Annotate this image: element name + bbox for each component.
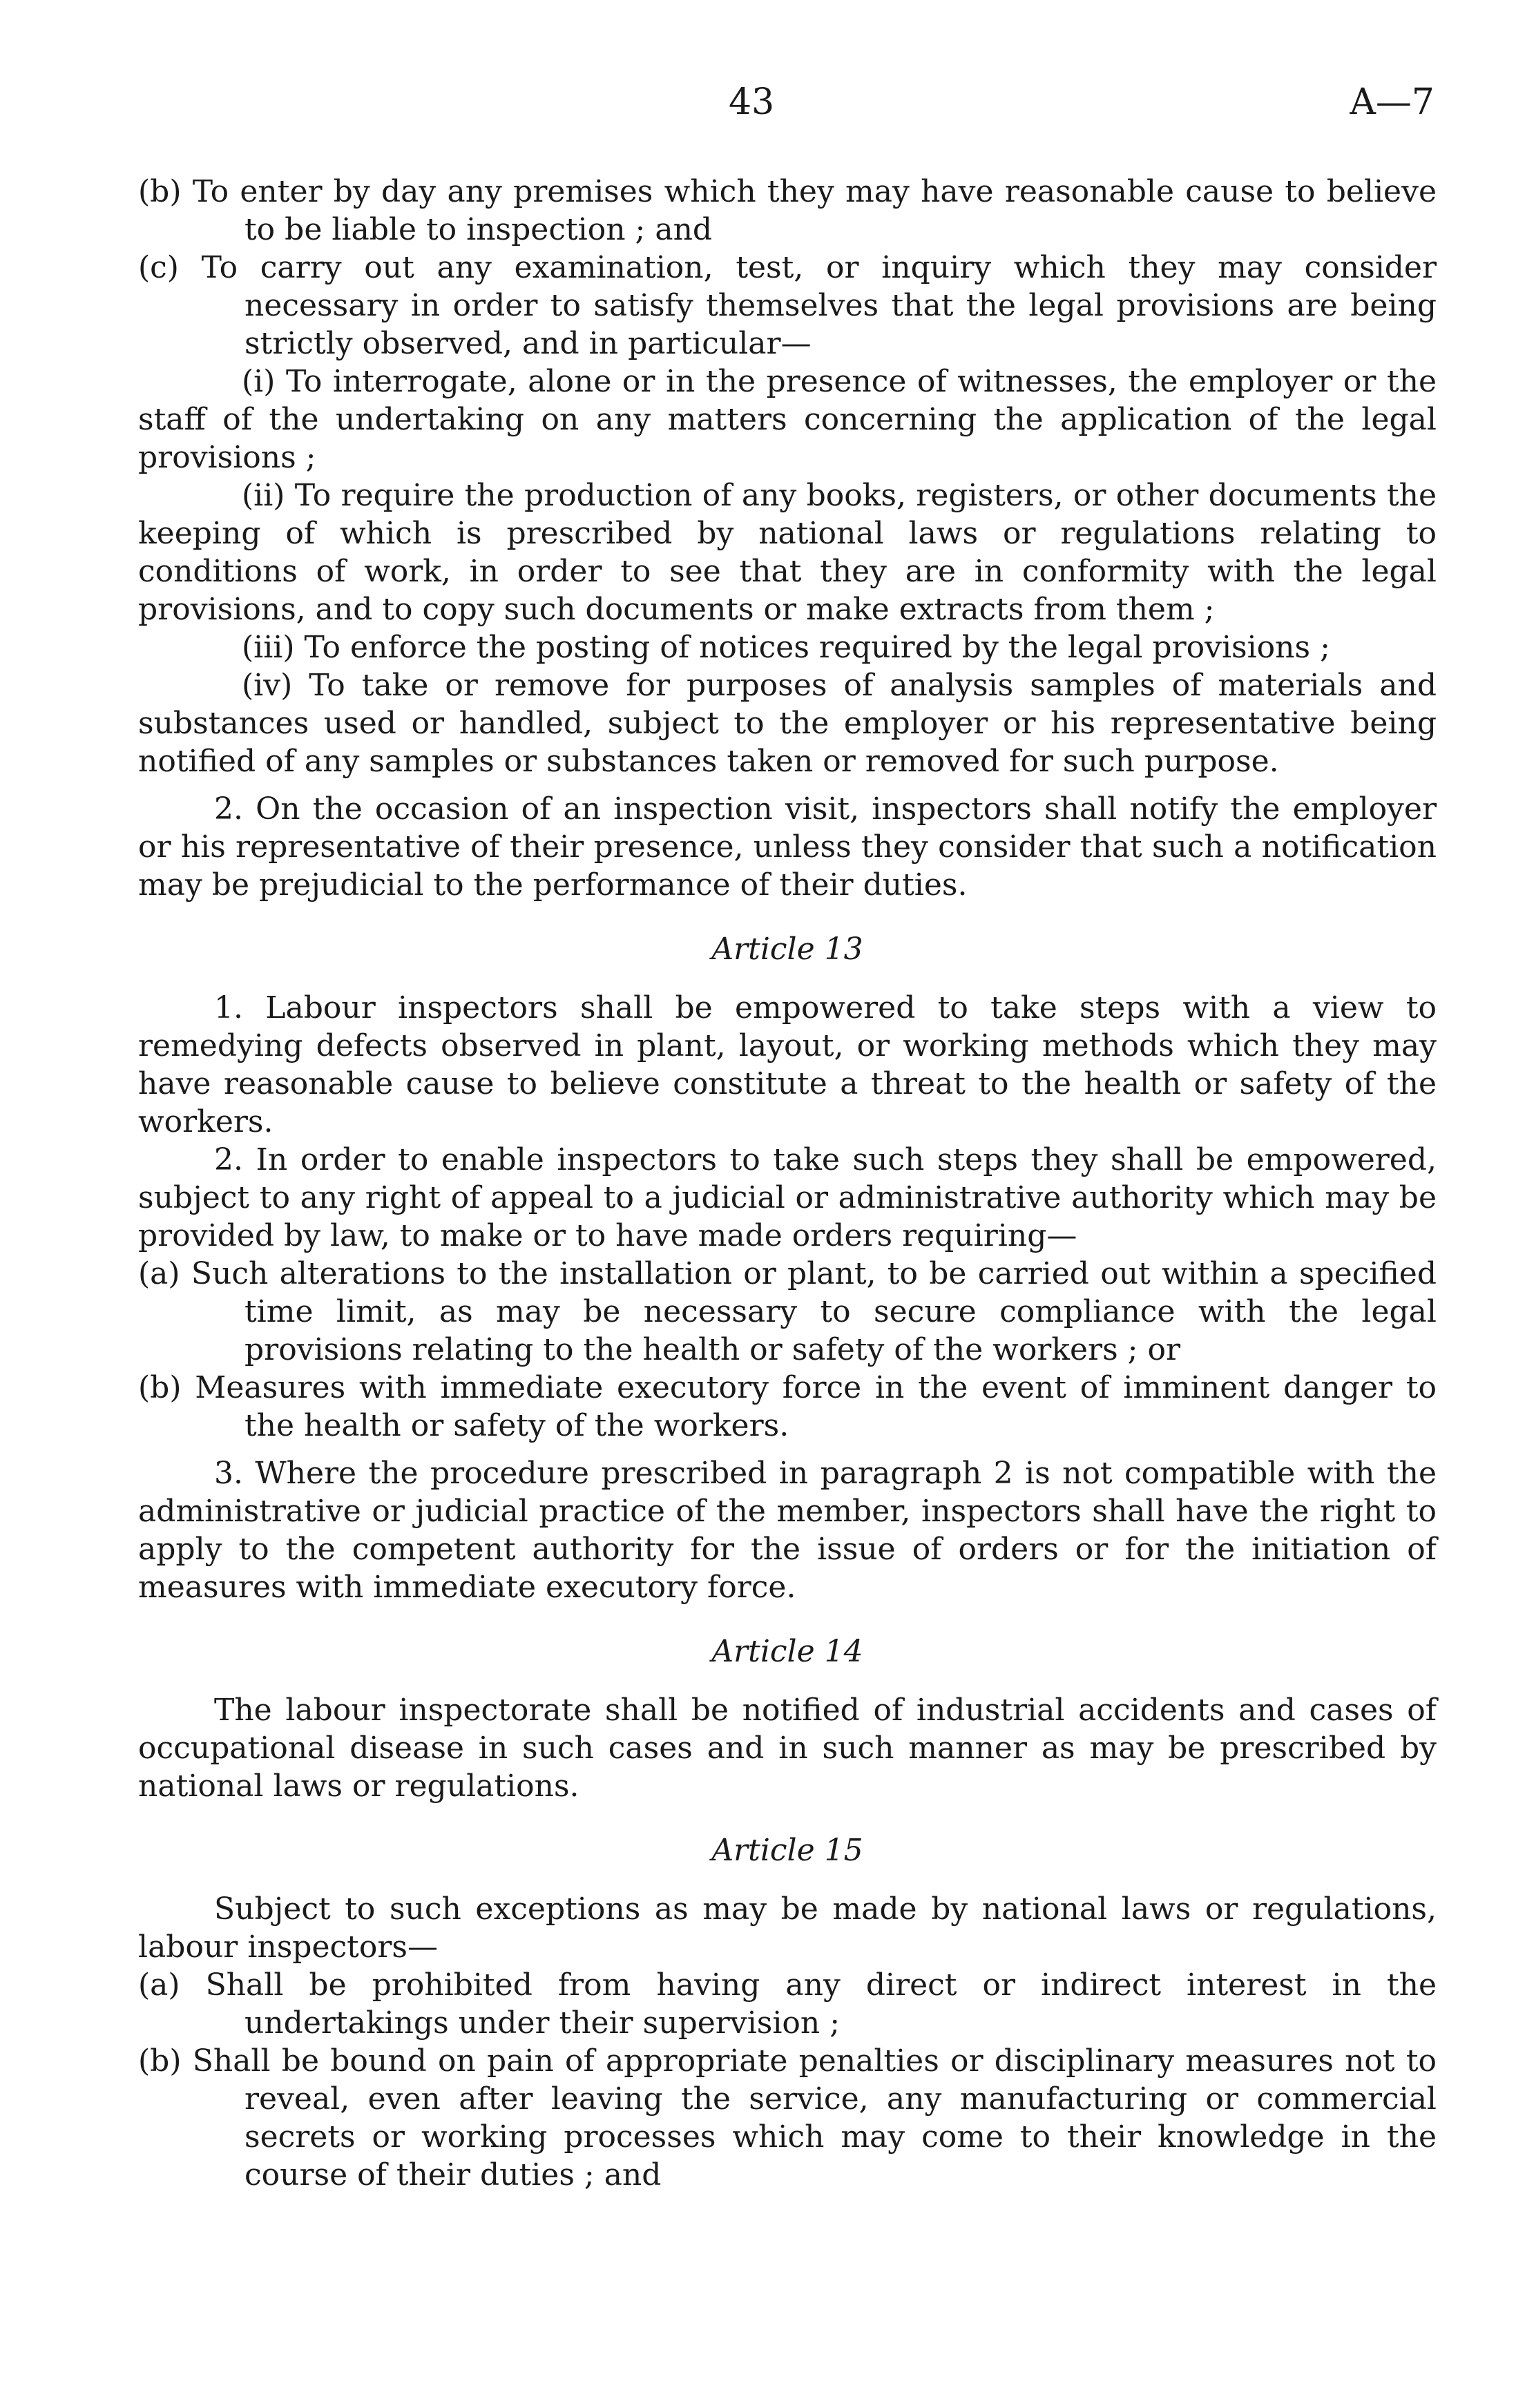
article-heading: Article 14: [711, 1634, 863, 1669]
article-14: [138, 1632, 1437, 1805]
paragraph-1: The labour inspectorate shall be notified of industrial accidents and cases of occupational disease in such cases and in such manner as may be prescribed by national laws or regulations.: [138, 1693, 1437, 1804]
clause-b: (b) Measures with immediate executory force in the event of imminent danger to the health or safety of the workers.: [138, 1370, 1437, 1443]
article-heading: Article 15: [711, 1833, 863, 1868]
article-heading: Article 13: [711, 932, 863, 967]
document-reference: A—7: [1350, 81, 1435, 123]
document-body: [138, 173, 1437, 2194]
clause-a: (a) Shall be prohibited from having any direct or indirect interest in the undertakings under their supervision ;: [138, 1967, 1437, 2041]
article-12-continued: [138, 173, 1437, 904]
article-13: [138, 930, 1437, 1606]
paragraph-3: 3. Where the procedure prescribed in paragraph 2 is not compatible with the administrative or judicial practice of the member, inspectors shall have the right to apply to the competent authority for the issue of orders or for the initiation of measures with immediate executory force.: [138, 1456, 1437, 1605]
paragraph-1: 1. Labour inspectors shall be empowered to take steps with a view to remedying defects observed in plant, layout, or working methods which they may have reasonable cause to believe constitute a threat to the health or safety of the workers.: [138, 990, 1437, 1139]
clause-b: (b) Shall be bound on pain of appropriate penalties or disciplinary measures not to reveal, even after leaving the service, any manufacturing or commercial secrets or working processes which may come to their knowledge in the course of their duties ; and: [138, 2043, 1437, 2193]
paragraph-1: Subject to such exceptions as may be made by national laws or regulations, labour inspectors—: [138, 1891, 1437, 1965]
article-15: [138, 1831, 1437, 2194]
subclause-iv: (iv) To take or remove for purposes of analysis samples of materials and substances used or handled, subject to the employer or his representative being notified of any samples or substances taken or removed for such purpose.: [138, 668, 1437, 779]
clause-a: (a) Such alterations to the installation or plant, to be carried out within a specified time limit, as may be necessary to secure compliance with the legal provisions relating to the health or safety of the workers ; or: [138, 1256, 1437, 1367]
subclause-ii: (ii) To require the production of any books, registers, or other documents the keeping of which is prescribed by national laws or regulations relating to conditions of work, in order to see that they are in conformity with the legal provisions, and to copy such documents or make extracts from them ;: [138, 478, 1437, 627]
page-number: 43: [729, 81, 775, 123]
subclause-i: (i) To interrogate, alone or in the presence of witnesses, the employer or the staff of the undertaking on any matters concerning the application of the legal provisions ;: [138, 364, 1437, 475]
clause-c: (c) To carry out any examination, test, or inquiry which they may consider necessary in order to satisfy themselves that the legal provisions are being strictly observed, and in particular—: [138, 250, 1437, 361]
clause-b: (b) To enter by day any premises which they may have reasonable cause to believe to be liable to inspection ; and: [138, 174, 1437, 247]
paragraph-2: 2. In order to enable inspectors to take such steps they shall be empowered, subject to any right of appeal to a judicial or administrative authority which may be provided by law, to make or to have made orders requiring—: [138, 1142, 1437, 1253]
paragraph-2: 2. On the occasion of an inspection visit, inspectors shall notify the employer or his representative of their presence, unless they consider that such a notification may be prejudicial to the performance of their duties.: [138, 791, 1437, 903]
subclause-iii: (iii) To enforce the posting of notices required by the legal provisions ;: [242, 630, 1330, 665]
